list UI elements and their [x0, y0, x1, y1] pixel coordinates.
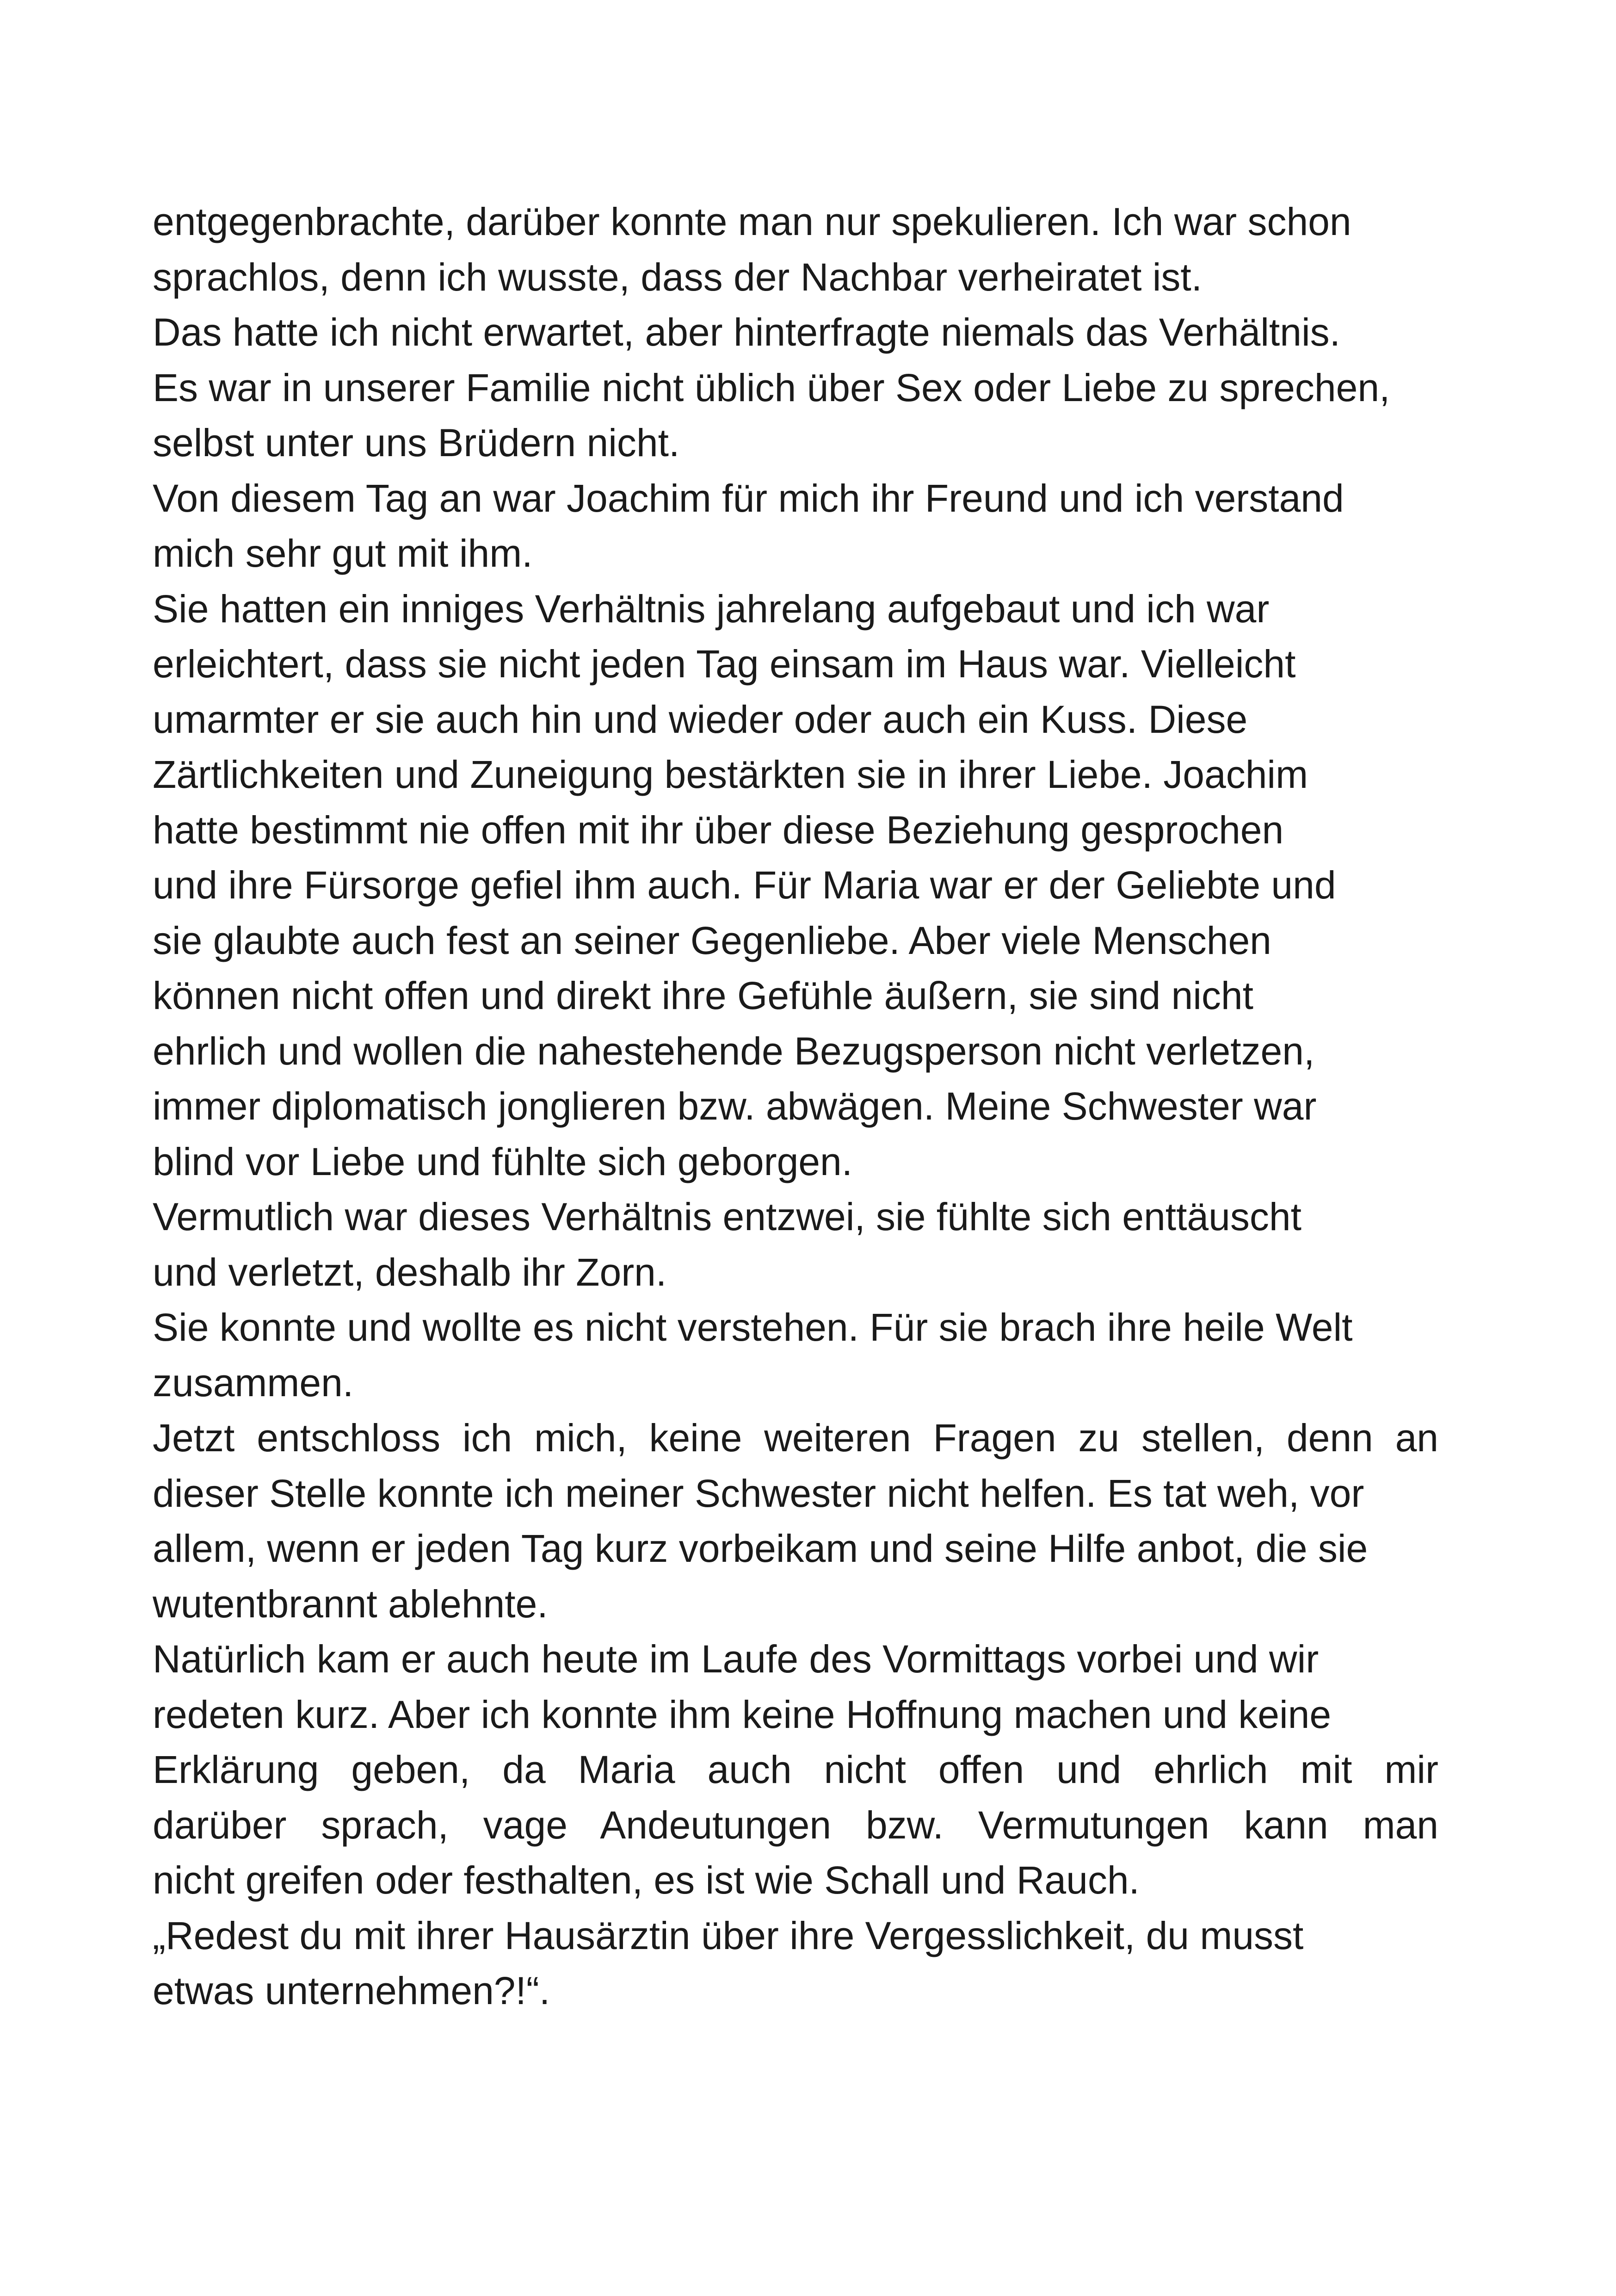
text-line: erleichtert, dass sie nicht jeden Tag einsam im Haus war. Vielleicht [153, 642, 1296, 686]
text-line: redeten kurz. Aber ich konnte ihm keine Hoffnung machen und keine [153, 1692, 1332, 1736]
text-line: Vermutlich war dieses Verhältnis entzwei, sie fühlte sich enttäuscht [153, 1195, 1301, 1238]
text-line: allem, wenn er jeden Tag kurz vorbeikam und seine Hilfe anbot, die sie [153, 1527, 1368, 1570]
text-line: hatte bestimmt nie offen mit ihr über diese Beziehung gesprochen [153, 808, 1284, 852]
text-line: Jetzt entschloss ich mich, keine weiteren Fragen zu stellen, denn an [153, 1416, 1438, 1460]
text-line: „Redest du mit ihrer Hausärztin über ihre Vergesslichkeit, du musst [153, 1913, 1304, 1957]
text-line: umarmter er sie auch hin und wieder oder auch ein Kuss. Diese [153, 697, 1248, 741]
text-line: und ihre Fürsorge gefiel ihm auch. Für Maria war er der Geliebte und [153, 863, 1336, 907]
text-line: sie glaubte auch fest an seiner Gegenliebe. Aber viele Menschen [153, 918, 1271, 962]
text-line: können nicht offen und direkt ihre Gefühle äußern, sie sind nicht [153, 974, 1253, 1017]
text-line: Sie konnte und wollte es nicht verstehen. Für sie brach ihre heile Welt [153, 1306, 1353, 1349]
text-line: Sie hatten ein inniges Verhältnis jahrelang aufgebaut und ich war [153, 587, 1270, 631]
text-line: Das hatte ich nicht erwartet, aber hinterfragte niemals das Verhältnis. [153, 310, 1340, 354]
text-line: darüber sprach, vage Andeutungen bzw. Vermutungen kann man [153, 1803, 1438, 1847]
text-line: entgegenbrachte, darüber konnte man nur spekulieren. Ich war schon [153, 200, 1351, 243]
text-line: sprachlos, denn ich wusste, dass der Nachbar verheiratet ist. [153, 255, 1203, 299]
text-line: mich sehr gut mit ihm. [153, 532, 533, 575]
text-line: Natürlich kam er auch heute im Laufe des Vormittags vorbei und wir [153, 1637, 1319, 1681]
text-line: selbst unter uns Brüdern nicht. [153, 421, 680, 464]
text-line: immer diplomatisch jonglieren bzw. abwägen. Meine Schwester war [153, 1084, 1317, 1128]
body-text [153, 194, 1438, 2019]
text-line: zusammen. [153, 1361, 354, 1405]
text-line: Von diesem Tag an war Joachim für mich ihr Freund und ich verstand [153, 476, 1344, 520]
text-line: Erklärung geben, da Maria auch nicht offen und ehrlich mit mir [153, 1748, 1438, 1791]
text-line: Zärtlichkeiten und Zuneigung bestärkten sie in ihrer Liebe. Joachim [153, 753, 1308, 796]
text-line: etwas unternehmen?!“. [153, 1969, 550, 2012]
text-line: und verletzt, deshalb ihr Zorn. [153, 1250, 667, 1294]
text-line: ehrlich und wollen die nahestehende Bezugsperson nicht verletzen, [153, 1029, 1315, 1073]
text-line: dieser Stelle konnte ich meiner Schwester nicht helfen. Es tat weh, vor [153, 1471, 1364, 1515]
text-line: blind vor Liebe und fühlte sich geborgen. [153, 1139, 853, 1183]
text-line: Es war in unserer Familie nicht üblich über Sex oder Liebe zu sprechen, [153, 365, 1390, 409]
text-line: wutentbrannt ablehnte. [153, 1582, 548, 1626]
text-line: nicht greifen oder festhalten, es ist wie Schall und Rauch. [153, 1858, 1140, 1902]
